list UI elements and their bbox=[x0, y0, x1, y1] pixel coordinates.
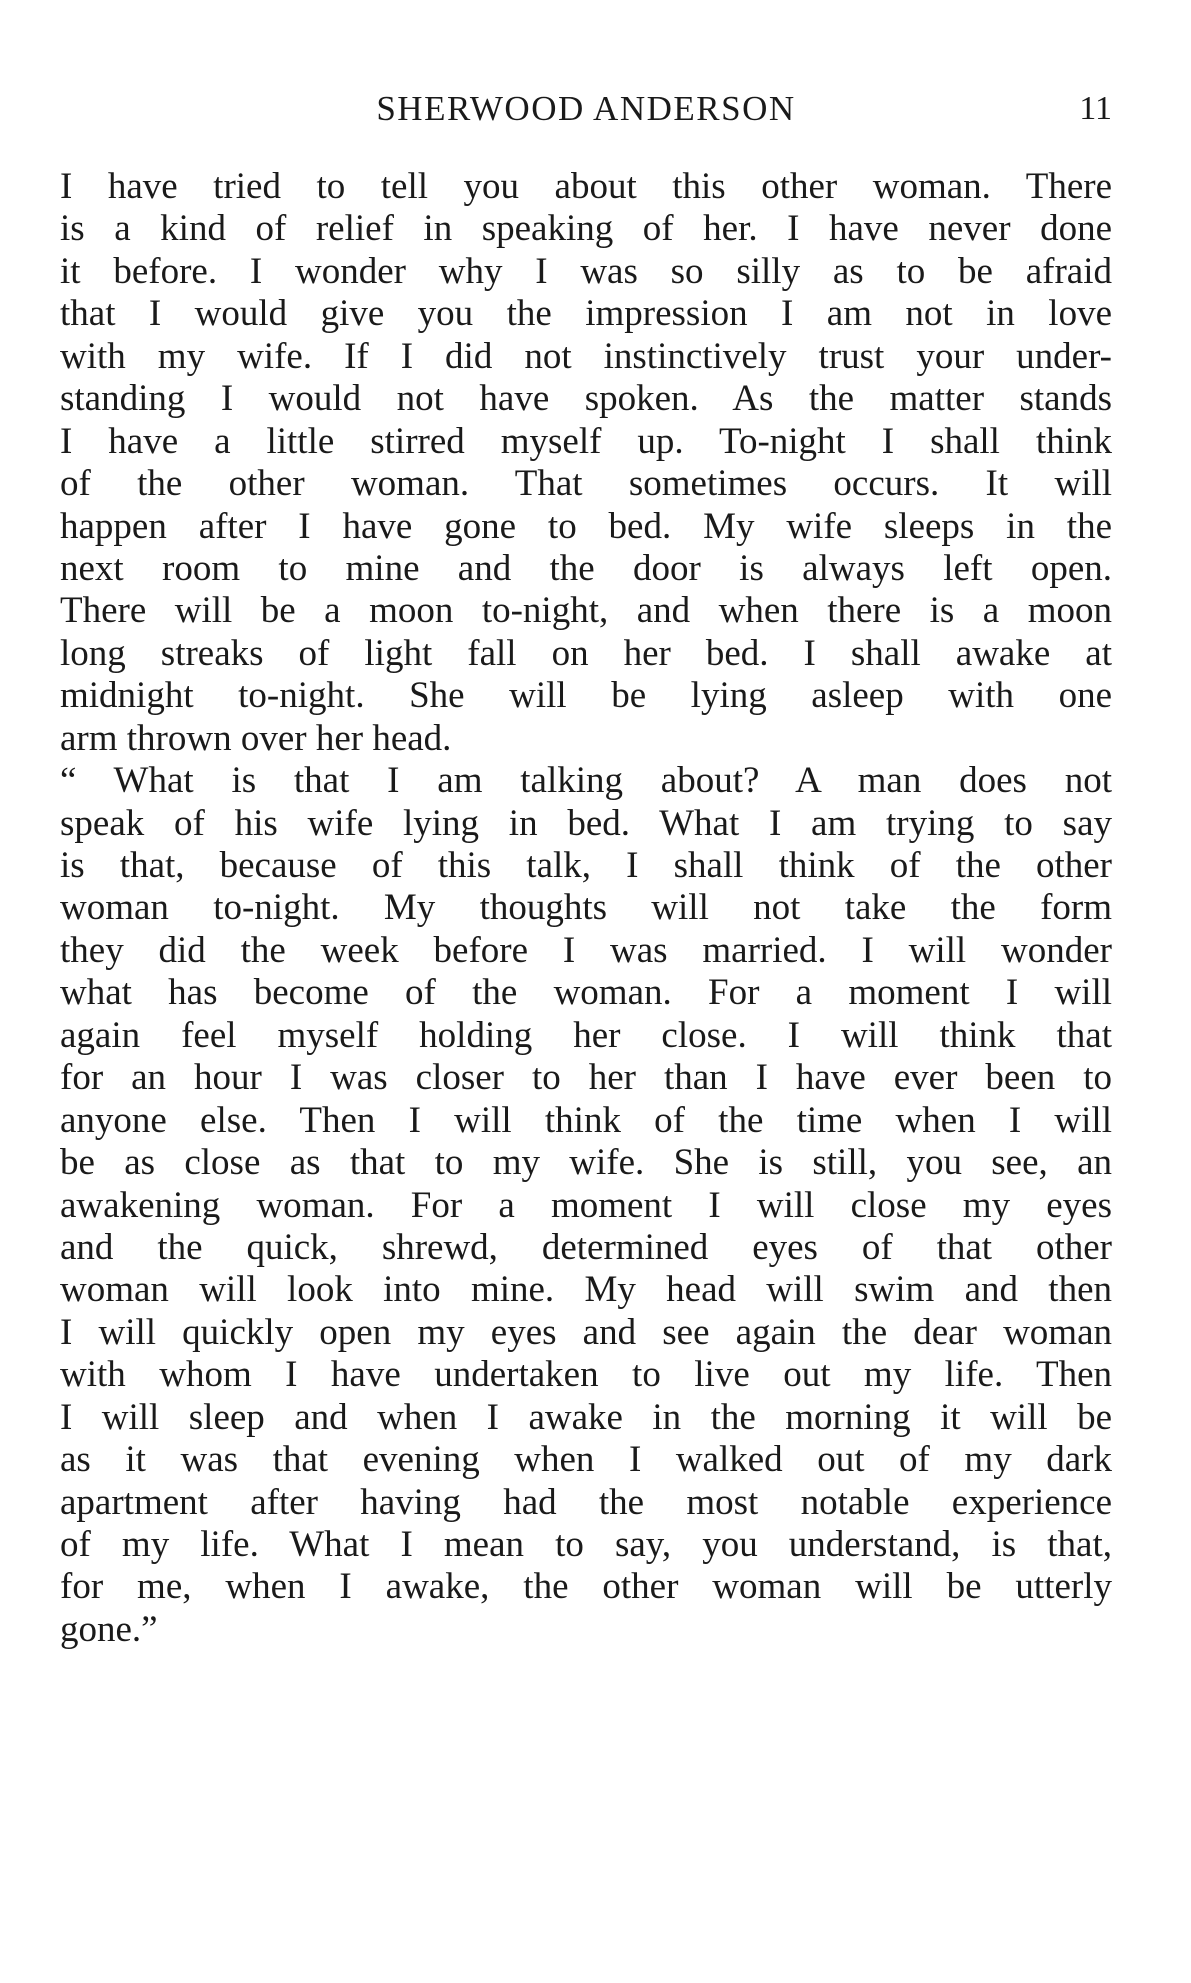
text-line: gone.” bbox=[60, 1608, 158, 1650]
text-line: be as close as that to my wife. She is still, you see, an bbox=[60, 1142, 1112, 1184]
text-line: long streaks of light fall on her bed. I shall awake at bbox=[60, 632, 1112, 674]
text-line: next room to mine and the door is always left open. bbox=[60, 547, 1112, 589]
text-line: is that, because of this talk, I shall think of the other bbox=[60, 845, 1112, 886]
text-line: of my life. What I mean to say, you understand, is that, bbox=[60, 1524, 1112, 1565]
running-head bbox=[60, 84, 1112, 134]
text-line: I have a little stirred myself up. To-night I shall think bbox=[60, 420, 1112, 462]
text-line: and the quick, shrewd, determined eyes of that other bbox=[60, 1226, 1112, 1268]
text-line: of the other woman. That sometimes occurs. It will bbox=[60, 463, 1112, 505]
text-line: There will be a moon to-night, and when there is a moon bbox=[60, 590, 1112, 632]
text-line: I will sleep and when I awake in the morning it will be bbox=[60, 1396, 1112, 1438]
text-line: standing I would not have spoken. As the matter stands bbox=[60, 378, 1112, 420]
text-line: with my wife. If I did not instinctively trust your under- bbox=[60, 335, 1112, 377]
text-line: it before. I wonder why I was so silly as to be afraid bbox=[60, 250, 1112, 292]
text-line: I will quickly open my eyes and see again the dear woman bbox=[60, 1311, 1112, 1353]
text-line: with whom I have undertaken to live out my life. Then bbox=[60, 1354, 1112, 1396]
running-title: SHERWOOD ANDERSON bbox=[376, 89, 796, 128]
page-number: 11 bbox=[1079, 90, 1112, 127]
text-line: woman will look into mine. My head will swim and then bbox=[60, 1269, 1112, 1311]
text-line: I have tried to tell you about this other woman. There bbox=[60, 166, 1112, 207]
body-text bbox=[60, 166, 1112, 1651]
text-line: for me, when I awake, the other woman will be utterly bbox=[60, 1566, 1112, 1608]
text-line: arm thrown over her head. bbox=[60, 717, 452, 759]
text-line: woman to-night. My thoughts will not take the form bbox=[60, 887, 1112, 929]
text-line: again feel myself holding her close. I will think that bbox=[60, 1014, 1112, 1056]
text-line: awakening woman. For a moment I will close my eyes bbox=[60, 1184, 1112, 1226]
text-line: apartment after having had the most notable experience bbox=[60, 1481, 1112, 1523]
text-line: “ What is that I am talking about? A man does not bbox=[60, 760, 1112, 802]
text-line: speak of his wife lying in bed. What I am trying to say bbox=[60, 802, 1112, 844]
text-line: as it was that evening when I walked out of my dark bbox=[60, 1439, 1112, 1481]
text-line: anyone else. Then I will think of the time when I will bbox=[60, 1099, 1112, 1141]
text-line: they did the week before I was married. I will wonder bbox=[60, 929, 1112, 971]
text-line: midnight to-night. She will be lying asleep with one bbox=[60, 675, 1112, 717]
text-line: that I would give you the impression I am not in love bbox=[60, 293, 1112, 335]
text-line: for an hour I was closer to her than I have ever been to bbox=[60, 1057, 1112, 1099]
text-line: happen after I have gone to bed. My wife sleeps in the bbox=[60, 505, 1112, 547]
text-line: what has become of the woman. For a moment I will bbox=[60, 972, 1112, 1014]
text-line: is a kind of relief in speaking of her. I have never done bbox=[60, 208, 1112, 250]
